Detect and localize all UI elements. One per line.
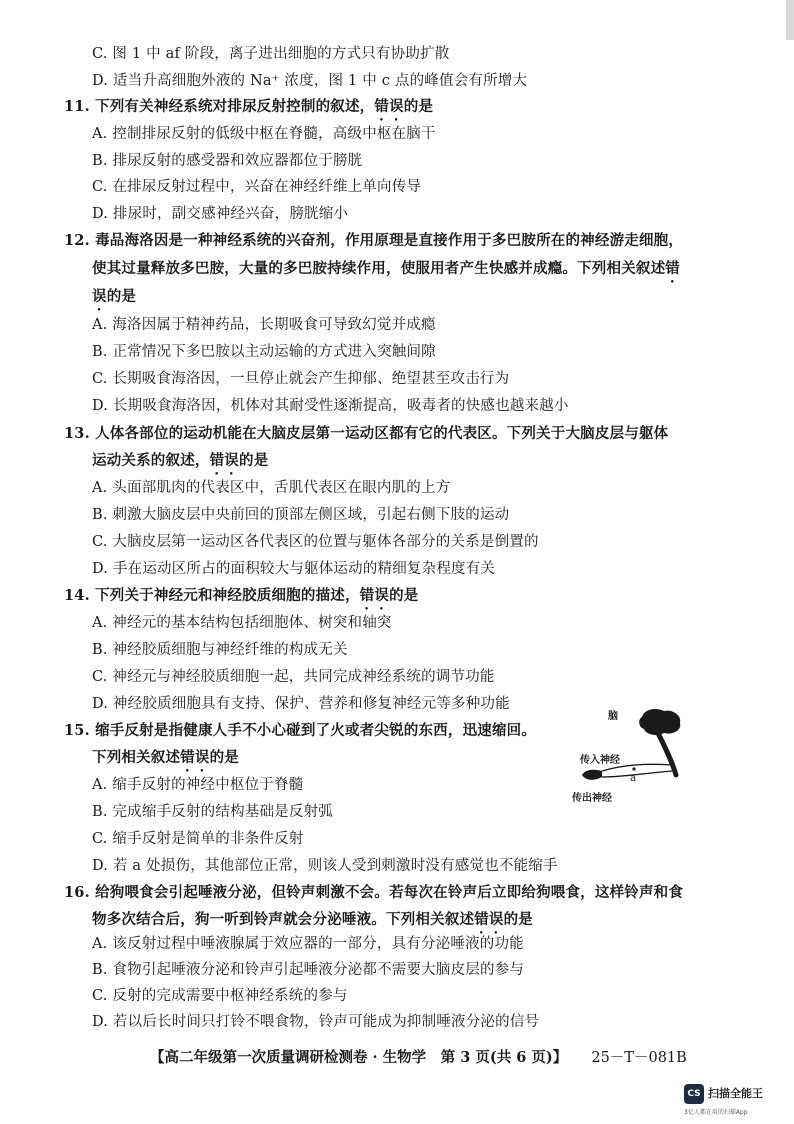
q15-option-a: A. 缩手反射的神经中枢位于脊髓 <box>92 777 304 793</box>
q16-option-d: D. 若以后长时间只打铃不喂食物，铃声可能成为抑制唾液分泌的信号 <box>92 1014 540 1030</box>
q12-option-d: D. 长期吸食海洛因，机体对其耐受性逐渐提高，吸毒者的快感也越来越小 <box>92 398 569 414</box>
q12-stem-emphasis-2: 误 <box>92 288 107 305</box>
q14-option-d: D. 神经胶质细胞具有支持、保护、营养和修复神经元等多种功能 <box>92 696 510 712</box>
q12-option-c: C. 长期吸食海洛因，一旦停止就会产生抑郁、绝望甚至攻击行为 <box>92 371 510 387</box>
q14-stem-suffix: 的是 <box>389 587 419 604</box>
footer-exam-title: 【高二年级第一次质量调研检测卷 · 生物学 第 3 页(共 6 页)】 <box>150 1049 568 1066</box>
q11-option-b: B. 排尿反射的感受器和效应器都位于膀胱 <box>92 153 363 169</box>
q12-option-b: B. 正常情况下多巴胺以主动运输的方式进入突触间隙 <box>92 344 436 360</box>
q13-option-a: A. 头面部肌肉的代表区中，舌肌代表区在眼内肌的上方 <box>92 480 451 496</box>
q14-stem-emphasis: 错误 <box>359 587 390 604</box>
q11-option-c: C. 在排尿反射过程中，兴奋在神经纤维上单向传导 <box>92 179 422 195</box>
q14-option-a: A. 神经元的基本结构包括细胞体、树突和轴突 <box>92 615 392 631</box>
q14-stem <box>64 586 419 613</box>
q13-option-d: D. 手在运动区所占的面积较大与躯体运动的精细复杂程度有关 <box>92 561 496 577</box>
page-footer <box>150 1046 687 1067</box>
q16-stem-emphasis: 错误 <box>474 911 504 928</box>
q15-stem-line2-suffix: 的是 <box>209 749 240 766</box>
q16-stem-line2-suffix: 的是 <box>503 911 534 928</box>
q13-stem-emphasis: 错误 <box>209 452 240 469</box>
q15-stem-line2-prefix: 下列相关叙述 <box>92 749 181 766</box>
q13-stem-line1: 13. 人体各部位的运动机能在大脑皮层第一运动区都有它的代表区。下列关于大脑皮层与躯体 <box>64 425 669 442</box>
scan-edge-shadow <box>786 0 794 40</box>
q13-stem-line2-suffix: 的是 <box>239 452 269 469</box>
q12-stem-emphasis-1: 错 <box>665 260 680 277</box>
q11-stem-suffix: 的是 <box>403 98 434 115</box>
q16-option-c: C. 反射的完成需要中枢神经系统的参与 <box>92 988 348 1004</box>
q11-option-a: A. 控制排尿反射的低级中枢在脊髓，高级中枢在脑干 <box>92 126 436 142</box>
reflex-arc-diagram <box>572 705 712 815</box>
q13-option-b: B. 刺激大脑皮层中央前回的顶部左侧区域，引起右侧下肢的运动 <box>92 507 510 523</box>
q15-option-c: C. 缩手反射是简单的非条件反射 <box>92 831 304 847</box>
point-a-marker <box>632 767 635 770</box>
q15-option-b: B. 完成缩手反射的结构基础是反射弧 <box>92 804 333 820</box>
q15-stem-line2 <box>92 748 239 775</box>
q16-option-a: A. 该反射过程中唾液腺属于效应器的一部分，具有分泌唾液的功能 <box>92 936 524 952</box>
brain-shape <box>639 709 680 735</box>
label-efferent-nerve: 传出神经 <box>572 793 612 804</box>
q12-stem-line2 <box>92 259 680 286</box>
scanner-logo-icon: CS <box>684 1084 704 1104</box>
efferent-nerve <box>602 771 672 777</box>
q16-option-b: B. 食物引起唾液分泌和铃声引起唾液分泌都不需要大脑皮层的参与 <box>92 962 525 978</box>
q16-stem-line2-prefix: 物多次结合后，狗一听到铃声就会分泌唾液。下列相关叙述 <box>92 911 475 928</box>
q12-option-a: A. 海洛因属于精神药品，长期吸食可导致幻觉并成瘾 <box>92 317 436 333</box>
q11-option-d: D. 排尿时，副交感神经兴奋，膀胱缩小 <box>92 206 349 222</box>
q14-stem-prefix: 14. 下列关于神经元和神经胶质细胞的描述， <box>64 587 360 604</box>
footer-paper-code: 25－T－081B <box>591 1050 687 1066</box>
q14-option-c: C. 神经元与神经胶质细胞一起，共同完成神经系统的调节功能 <box>92 669 495 685</box>
q10-option-d: D. 适当升高细胞外液的 Na⁺ 浓度，图 1 中 c 点的峰值会有所增大 <box>92 73 528 89</box>
q12-stem-line3-suffix: 的是 <box>106 288 137 305</box>
scanner-watermark <box>684 1082 784 1116</box>
q15-option-d: D. 若 a 处损伤，其他部位正常，则该人受到刺激时没有感觉也不能缩手 <box>92 858 558 874</box>
q13-stem-line2-prefix: 运动关系的叙述， <box>92 452 210 469</box>
label-brain: 脑 <box>608 711 618 722</box>
q13-stem-line2 <box>92 451 268 478</box>
scanner-app-name: 扫描全能王 <box>708 1087 763 1100</box>
q13-option-c: C. 大脑皮层第一运动区各代表区的位置与躯体各部分的关系是倒置的 <box>92 534 539 550</box>
label-point-a: a <box>630 773 637 784</box>
q12-stem-line1: 12. 毒品海洛因是一种神经系统的兴奋剂，作用原理是直接作用于多巴胺所在的神经游走细胞， <box>64 232 684 249</box>
q12-stem-line2-prefix: 使其过量释放多巴胺，大量的多巴胺持续作用，使服用者产生快感并成瘾。下列相关叙述 <box>92 260 666 277</box>
spinal-cord <box>658 733 676 775</box>
scanner-tagline: 3亿人都在用的扫描App <box>684 1109 748 1116</box>
q10-option-c: C. 图 1 中 af 阶段，离子进出细胞的方式只有协助扩散 <box>92 46 450 62</box>
q15-stem-emphasis: 错误 <box>180 749 210 766</box>
q14-option-b: B. 神经胶质细胞与神经纤维的构成无关 <box>92 642 348 658</box>
q12-stem-line3 <box>92 287 136 314</box>
q11-stem-emphasis: 错误 <box>374 98 404 115</box>
q11-stem <box>64 97 433 124</box>
q11-stem-prefix: 11. 下列有关神经系统对排尿反射控制的叙述， <box>64 98 375 115</box>
q16-stem-line1: 16. 给狗喂食会引起唾液分泌，但铃声刺激不会。若每次在铃声后立即给狗喂食，这样铃声和食 <box>64 884 684 901</box>
q15-stem-line1: 15. 缩手反射是指健康人手不小心碰到了火或者尖锐的东西，迅速缩回。 <box>64 722 537 739</box>
label-afferent-nerve: 传入神经 <box>580 755 620 766</box>
q16-stem-line2 <box>92 910 533 937</box>
hand-shape <box>582 770 602 780</box>
